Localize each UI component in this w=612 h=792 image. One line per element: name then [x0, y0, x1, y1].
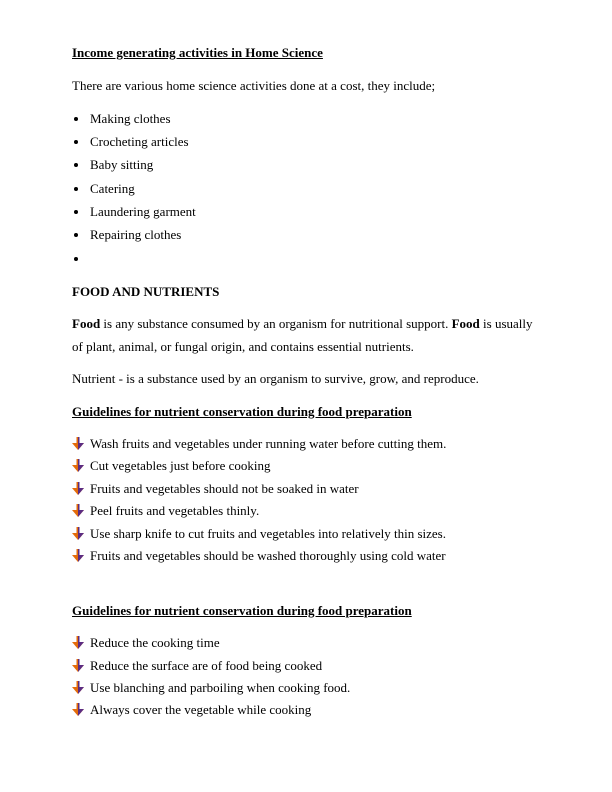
arrow-down-icon: [72, 459, 84, 472]
nutrient-guidelines-heading-1: Guidelines for nutrient conservation during food preparation: [72, 404, 412, 419]
nutrient-guidelines-heading-2: Guidelines for nutrient conservation during food preparation: [72, 603, 412, 618]
food-nutrients-heading: FOOD AND NUTRIENTS: [72, 284, 220, 299]
bullet-dot-icon: [74, 117, 78, 121]
arrow-down-icon: [72, 482, 84, 495]
bullet-dot-icon: [74, 210, 78, 214]
bullet-dot-icon: [74, 257, 78, 261]
income-activities-intro: There are various home science activities done at a cost, they include;: [72, 78, 436, 93]
income-activities-heading: Income generating activities in Home Science: [72, 45, 323, 60]
arrow-down-icon: [72, 681, 84, 694]
bullet-dot-icon: [74, 163, 78, 167]
arrow-down-icon: [72, 549, 84, 562]
arrow-down-icon: [72, 527, 84, 540]
arrow-down-icon: [72, 504, 84, 517]
bullet-dot-icon: [74, 187, 78, 191]
arrow-down-icon: [72, 437, 84, 450]
arrow-down-icon: [72, 636, 84, 649]
bullet-dot-icon: [74, 140, 78, 144]
bullet-dot-icon: [74, 233, 78, 237]
nutrient-definition: Nutrient - is a substance used by an organism to survive, grow, and reproduce.: [72, 371, 479, 386]
arrow-down-icon: [72, 659, 84, 672]
arrow-down-icon: [72, 703, 84, 716]
food-definition: Food is any substance consumed by an organism for nutritional support. Food is usually of plant, animal, or fungal origin, and contains essential nutrients.: [72, 316, 533, 354]
